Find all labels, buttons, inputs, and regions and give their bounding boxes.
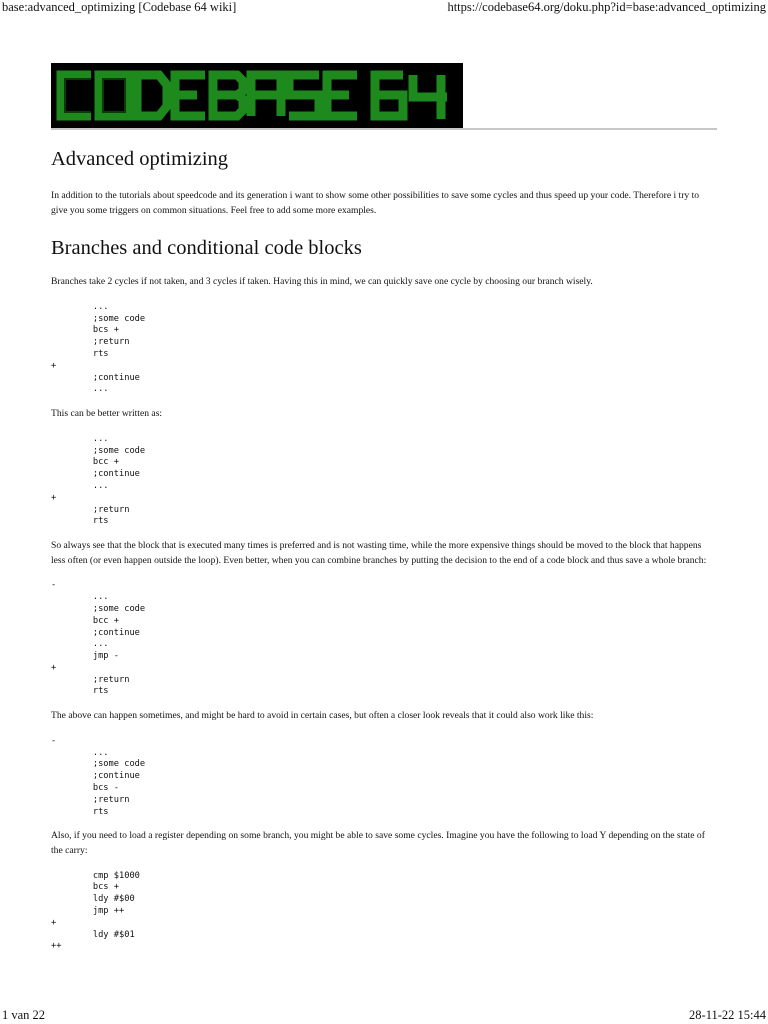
print-footer-page: 1 van 22 xyxy=(2,1008,46,1022)
section-heading: Branches and conditional code blocks xyxy=(51,237,362,260)
intro-paragraph: In addition to the tutorials about speedcode and its generation i want to show some other possibilities to save some cycles and thus speed up your code. Therefore i try to give you some triggers on common situations. Feel free to add some more examples. xyxy=(51,190,700,216)
better-written-paragraph: This can be better written as: xyxy=(51,408,163,420)
code-block-3: - ... ;some code bcc + ;continue ... jmp - + ;return rts xyxy=(51,580,146,697)
print-footer-datetime: 28-11-22 15:44 xyxy=(689,1008,766,1022)
print-header-title: base:advanced_optimizing [Codebase 64 wiki] xyxy=(2,0,237,14)
load-register-paragraph: Also, if you need to load a register depending on some branch, you might be able to save some cycles. Imagine you have the following to load Y depending on the state of the carry: xyxy=(51,830,705,857)
article-content xyxy=(51,145,717,953)
print-header-url: https://codebase64.org/doku.php?id=base:advanced_optimizing xyxy=(447,0,766,14)
code-block-2: ... ;some code bcc + ;continue ... + ;return rts xyxy=(51,433,146,527)
codebase64-logo[interactable] xyxy=(51,63,463,128)
code-block-4: - ... ;some code ;continue bcs - ;return rts xyxy=(51,735,146,817)
header-divider xyxy=(51,128,717,130)
above-paragraph: The above can happen sometimes, and might be hard to avoid in certain cases, but often a closer look reveals that it could also work like this: xyxy=(51,710,594,722)
code-block-1: ... ;some code bcs + ;return rts + ;continue ... xyxy=(51,301,146,395)
code-block-5: cmp $1000 bcs + ldy #$00 jmp ++ + ldy #$01 ++ xyxy=(51,870,140,952)
branches-paragraph: Branches take 2 cycles if not taken, and 3 cycles if taken. Having this in mind, we can quickly save one cycle by choosing our branch wisely. xyxy=(51,276,593,288)
page-title: Advanced optimizing xyxy=(51,148,229,170)
always-paragraph: So always see that the block that is executed many times is preferred and is not wasting time, while the more expensive things should be moved to the block that happens less often (or even happen outside the loop). Even better, when you can combine branches by putting the decision to the end of a code block and thus save a whole branch: xyxy=(51,540,707,566)
